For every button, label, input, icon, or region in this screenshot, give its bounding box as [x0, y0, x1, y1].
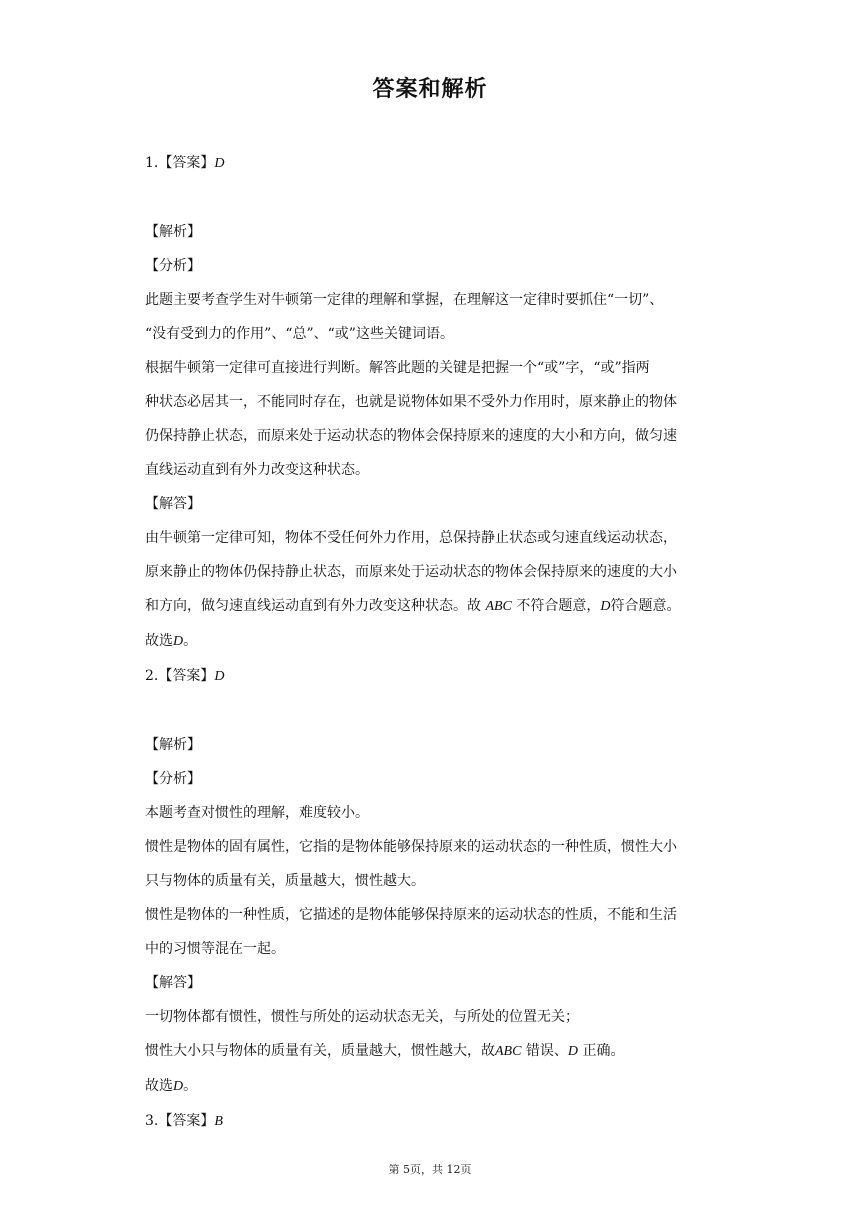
- q2-jieda-text: 错误、: [525, 1043, 568, 1059]
- q1-fenxi-line: “没有受到力的作用”、“总”、“或”这些关键词语。: [145, 326, 454, 342]
- answers-content: [145, 146, 717, 1139]
- q2-conclusion-text: 。: [183, 1078, 198, 1094]
- page-title: 答案和解析: [372, 76, 488, 102]
- q1-jieda-math: D: [600, 599, 611, 614]
- q1-answer-value: D: [214, 156, 225, 171]
- q1-conclusion: [145, 624, 717, 659]
- q2-jiexi-heading: 【解析】: [145, 737, 201, 753]
- q1-conclusion-text: 故选: [145, 633, 173, 649]
- q1-jieda-line: [145, 589, 717, 624]
- q2-fenxi-line: 惯性是物体的固有属性，它指的是物体能够保持原来的运动状态的一种性质，惯性大小: [145, 839, 677, 855]
- q1-jieda-math: ABC: [485, 599, 512, 614]
- q2-jieda-heading: 【解答】: [145, 975, 201, 991]
- q3-answer: [145, 1104, 717, 1139]
- q2-jieda-math: D: [567, 1044, 579, 1059]
- spacer: [145, 694, 717, 728]
- q1-jieda-text: 不符合题意，: [516, 598, 601, 614]
- q2-jieda-line: [145, 1034, 717, 1069]
- q1-conclusion-text: 。: [183, 633, 198, 649]
- q1-jiexi-heading: 【解析】: [145, 224, 201, 240]
- q1-jieda-line: 由牛顿第一定律可知，物体不受任何外力作用，总保持静止状态或匀速直线运动状态，: [145, 530, 677, 546]
- q1-jieda-text: 符合题意。: [610, 598, 681, 614]
- q2-jieda-text: 正确。: [582, 1043, 625, 1059]
- q2-conclusion-math: D: [173, 1079, 184, 1094]
- q2-jieda-math: ABC: [495, 1044, 522, 1059]
- spacer: [145, 181, 717, 215]
- q1-jieda-line: 原来静止的物体仍保持静止状态，而原来处于运动状态的物体会保持原来的速度的大小: [145, 564, 677, 580]
- q2-conclusion: [145, 1069, 717, 1104]
- q1-fenxi-line: 此题主要考查学生对牛顿第一定律的理解和掌握，在理解这一定律时要抓住“一切”、: [145, 292, 664, 308]
- q2-jieda-line: 一切物体都有惯性，惯性与所处的运动状态无关，与所处的位置无关；: [145, 1009, 579, 1025]
- q2-answer-label: 2.【答案】: [145, 668, 215, 684]
- q3-answer-value: B: [214, 1114, 223, 1129]
- q1-fenxi-line: 直线运动直到有外力改变这种状态。: [145, 462, 369, 478]
- q1-answer: [145, 146, 717, 181]
- q1-fenxi-line: 种状态必居其一，不能同时存在，也就是说物体如果不受外力作用时，原来静止的物体: [145, 394, 677, 410]
- q2-fenxi-line: 只与物体的质量有关，质量越大，惯性越大。: [145, 873, 425, 889]
- q2-fenxi-line: 本题考查对惯性的理解，难度较小。: [145, 805, 369, 821]
- q2-answer: [145, 659, 717, 694]
- q3-answer-label: 3.【答案】: [145, 1113, 215, 1129]
- q1-fenxi-line: 根据牛顿第一定律可直接进行判断。解答此题的关键是把握一个“或”字，“或”指两: [145, 360, 650, 376]
- q2-jieda-text: 惯性大小只与物体的质量有关，质量越大，惯性越大，故: [145, 1043, 495, 1059]
- q1-jieda-heading: 【解答】: [145, 496, 201, 512]
- q1-answer-label: 1.【答案】: [145, 155, 215, 171]
- q2-conclusion-text: 故选: [145, 1078, 173, 1094]
- q1-conclusion-math: D: [173, 634, 184, 649]
- q1-fenxi-heading: 【分析】: [145, 258, 201, 274]
- q1-jieda-text: 和方向，做匀速直线运动直到有外力改变这种状态。故: [145, 598, 481, 614]
- q2-fenxi-line: 中的习惯等混在一起。: [145, 941, 285, 957]
- q2-answer-value: D: [214, 669, 225, 684]
- q2-fenxi-line: 惯性是物体的一种性质，它描述的是物体能够保持原来的运动状态的性质，不能和生活: [145, 907, 677, 923]
- q2-fenxi-heading: 【分析】: [145, 771, 201, 787]
- page-footer: 第 5页，共 12页: [388, 1163, 472, 1176]
- q1-fenxi-line: 仍保持静止状态，而原来处于运动状态的物体会保持原来的速度的大小和方向，做匀速: [145, 428, 677, 444]
